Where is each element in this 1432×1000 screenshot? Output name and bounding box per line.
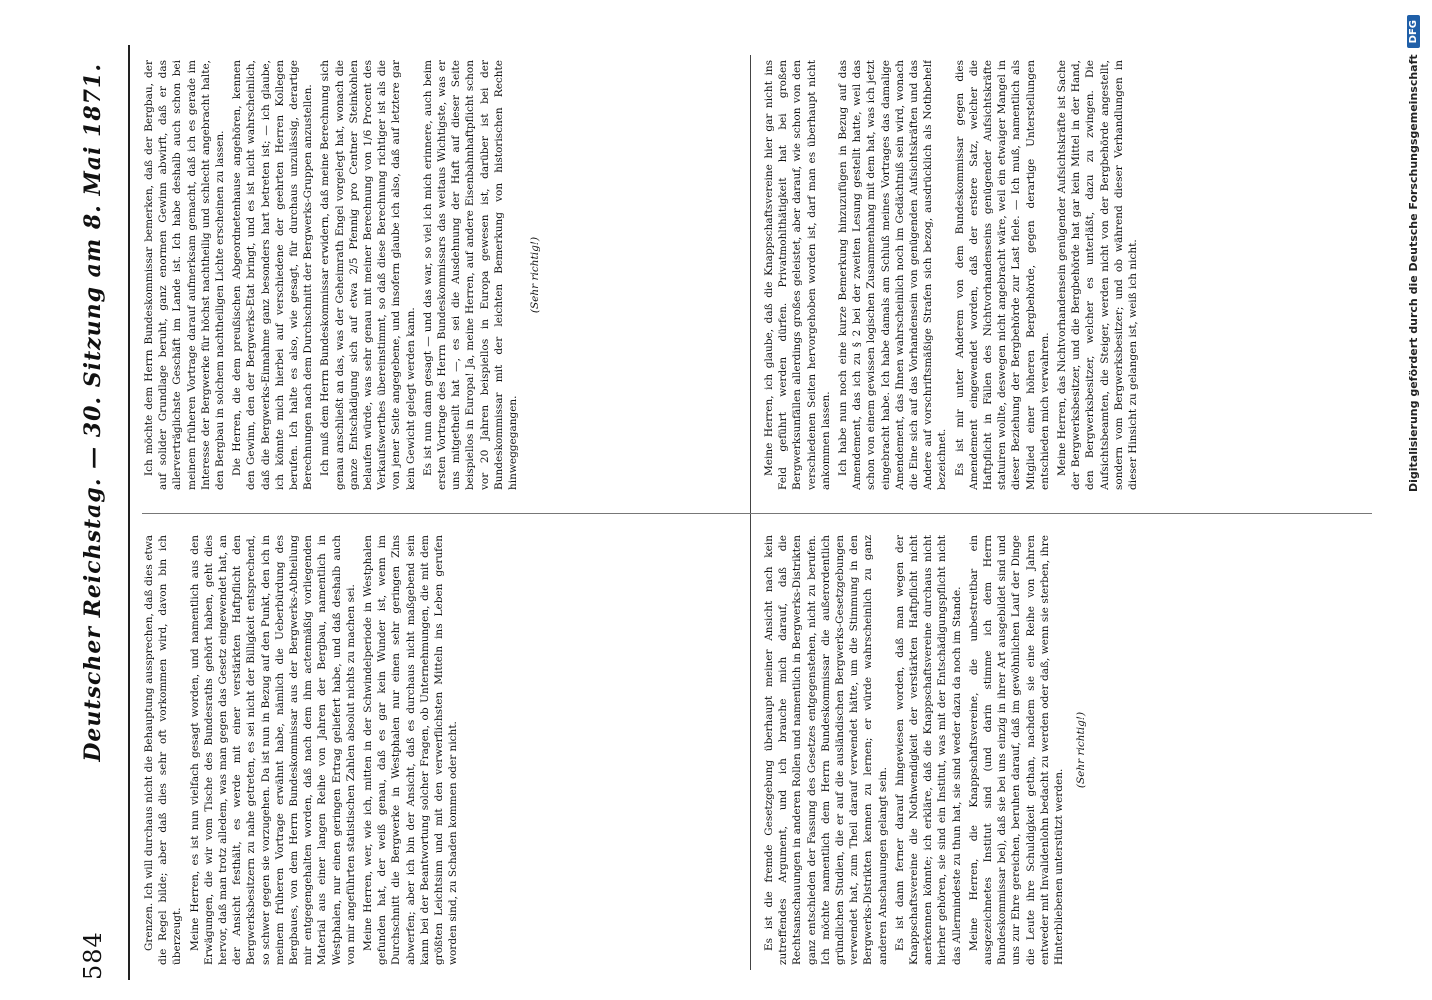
paragraph: Es ist dann ferner darauf hingewiesen worden, daß man wegen der Knappschaftsvereine die Nothwendigkeit der verstärkten Haftpflicht nicht anerkennen könnte; ich erkläre, daß die Knappschaftsvereine durchaus nicht hierher gehören, sie sind ein Institut, was mit der Entschädigungspflicht nicht das Allermindeste zu thun hat, sie sind weder dazu da noch im Stande. — [893, 535, 963, 965]
paragraph: Meine Herren, die Knappschaftsvereine, die unbestreitbar ein ausgezeichnetes Institut sind (und darin stimme ich dem Herrn Bundeskommissar bei), daß sie bei uns einzig in ihrer Art ausgebildet sind und uns zur Ehre gereichen, beruhen darauf, daß im gewöhnlichen Lauf der Dinge die Leute ihre Schuldigkeit gethan, nachdem sie eine Reihe von Jahren entweder mit Invalidenlohn bedacht zu werden oder daß, wenn sie sterben, ihre Hinterbliebenen unterstützt werden. — [967, 535, 1066, 965]
paragraph: Meine Herren, wer, wie ich, mitten in der Schwindelperiode in Westphalen gefunden hat, der weiß genau, daß es gar kein Wunder ist, wenn im Durchschnitt die Bergwerke in Westphalen nur einen sehr geringen Zins abwerfen; aber ich bin der Ansicht, daß es durchaus nicht maßgebend sein kann bei der Beantwortung solcher Fragen, ob Unternehmungen, die mit dem größten Leichtsinn und mit den verwerflichsten Mitteln ins Leben gerufen worden sind, zu Schaden kommen oder nicht. — [362, 535, 460, 965]
text-column-3 — [762, 535, 1362, 965]
paragraph: Ich habe nun noch eine kurze Bemerkung hinzuzufügen in Bezug auf das Amendement, das ich zu § 2 bei der zweiten Lesung gestellt hatte, weil das schon von einem gewissen logischen Zusammenhang mit dem hat, was ich jetzt eingebracht habe. Ich habe damals am Schluß meines Vortrages das damalige Amendement, das Ihnen wahrscheinlich noch im Gedächtniß sein wird, wonach die Eine sich auf das Vorhandensein von genügenden Aufsichtskräften und das Andere auf vorschriftsmäßige Strafen sich bezog, ausdrücklich als Nothbehelf bezeichnet. — [837, 60, 949, 490]
document — [42, 35, 1332, 990]
dfg-logo: DFG — [1407, 15, 1420, 48]
credit-text: Digitalisierung gefördert durch die Deutsche Forschungsgemeinschaft — [1406, 54, 1420, 493]
page-title: Deutscher Reichstag. — 30. Sitzung am 8. Mai 1871. — [80, 63, 106, 762]
row-divider — [142, 513, 1372, 514]
applause-note: (Sehr richtig!) — [529, 236, 542, 314]
text-column-1 — [142, 535, 742, 965]
header-rule — [128, 45, 130, 980]
text-column-4 — [762, 60, 1362, 490]
digitization-credit — [1392, 0, 1432, 1000]
page-header — [62, 35, 124, 990]
paragraph: Meine Herren, ich glaube, daß die Knappschaftsvereine hier gar nicht ins Feld geführt werden dürfen. Privatmohlthätigkeit hat bei großen Bergwerksunfällen allerdings großes geleistet, aber darauf, wie schon von den verschiedenen Seiten hervorgehoben worden ist, darf man es überhaupt nicht ankommen lassen. — [763, 60, 832, 490]
paragraph: Ich muß dem Herrn Bundeskommissar erwidern, daß meine Berechnung sich genau anschließt an das, was der Geheimrath Engel vorgelegt hat, wonach die ganze Entschädigung sich auf etwa 2/5 Pfennig pro Centner Steinkohlen belaufen würde, was sehr genau mit meiner Berechnung von 1/6 Procent des Verkaufswerthes übereinstimmt, so daß diese Berechnung richtiger ist als die von jener Seite angegebene, und insofern glaube ich also, daß auf letztere gar kein Gewicht gelegt werden kann. — [319, 60, 417, 490]
paragraph: Ich möchte dem Herrn Bundeskommissar bemerken, daß der Bergbau, der auf solider Grundlage beruht, ganz enormen Gewinn abwirft, daß er das allerverträglichste Geschäft im Lande ist. Ich habe deshalb auch schon bei meinem früheren Vortrage darauf aufmerksam gemacht, daß ich es gerade im Interesse der Bergwerke für höchst nachtheilig und schlecht angebracht halte, den Bergbau in solchem nachtheiligen Lichte erscheinen zu lassen. — [143, 60, 227, 490]
text-column-2 — [142, 60, 742, 490]
paragraph: Meine Herren, es ist nun vielfach gesagt worden, und namentlich aus den Erwägungen, die wir vom Tische des Bundesraths gehört haben, geht dies hervor, daß man trotz alledem, was man gegen das Gesetz eingewendet hat, an der Ansicht festhält, es werde mit einer verstärkten Haftpflicht den Bergwerksbesitzern zu nahe getreten, es sei nicht der Billigkeit entsprechend, so schwer gegen sie vorzugehen. Da ist nun in Bezug auf den Punkt, den ich in meinem früheren Vortrage erwähnt habe, nämlich die Ueberbürdung des Bergbaues, von dem Herrn Bundeskommissar aus der Bergwerks-Abtheilung mir entgegengehalten worden, daß nach dem ihm actenmäßig vorliegenden Material aus einer langen Reihe von Jahren der Bergbau, namentlich in Westphalen, nur einen geringen Ertrag geliefert habe, und daß deshalb auch von mir angeführten statistischen Zahlen absolut nichts zu machen sei. — [188, 535, 357, 965]
page-number: 584 — [79, 931, 107, 980]
paragraph: Meine Herren, das Nichtvorhandensein genügender Aufsichtskräfte ist Sache der Bergwerksbesitzer, und die Bergbehörde hat gar kein Mittel in der Hand, den Bergwerksbesitzer, welcher es unterläßt, dazu zu zwingen. Die Aufsichtsbeamten, die Steiger, werden nicht von der Bergbehörde angestellt, sondern vom Bergwerksbesitzer; und ob während dieser Verhandlungen in dieser Hinsicht zu gelangen ist, weiß ich nicht. — [1056, 60, 1140, 490]
paragraph: Grenzen. Ich will durchaus nicht die Behauptung aussprechen, daß dies etwa die Regel bilde; aber daß dies sehr oft vorkommen wird, davon bin ich überzeugt. — [143, 535, 184, 965]
paragraph: Die Herren, die dem preußischen Abgeordnetenhause angehören, kennen den Gewinn, den der Bergwerks-Etat bringt, und es ist nicht wahrscheinlich, daß die Bergwerks-Einnahme ganz besonders hart betreten ist; — ich glaube, ich könnte mich hierbei auf verschiedene der geehrten Herren Kollegen berufen. Ich halte es also, wie gesagt, für durchaus unzulässig, derartige Berechnungen nach dem Durchschnitt der Bergwerks-Gruppen anzustellen. — [231, 60, 315, 490]
applause-note: (Sehr richtig!) — [1075, 711, 1088, 789]
paragraph: Es ist nun dann gesagt — und das war, so viel ich mich erinnere, auch beim ersten Vortrage des Herrn Bundeskommissars das weitaus Wichtigste, was er uns mitgetheilt hat —, es sei die Ausdehnung der Haft auf dieser Seite beispiellos in Europa! Ja, meine Herren, auf andere Eisenbahnhaftpflicht schon vor 20 Jahren beispiellos in Europa gewesen ist, darüber ist bei der Bundeskommissar mit der leichten Bemerkung von historischen Rechte hinweggegangen. — [421, 60, 520, 490]
paragraph: Es ist mir unter Anderem von dem Bundeskommissar gegen dies Amendement eingewendet worden, daß der erstere Satz, welcher die Haftpflicht in Fällen des Nichtvorhandenseins genügender Aufsichtskräfte statuiren wollte, deswegen nicht angebracht wäre, weil ein etwaiger Mangel in dieser Beziehung der Bergbehörde zur Last fiele. — Ich muß, namentlich als Mitglied einer höheren Bergbehörde, gegen derartige Unterstellungen entschieden mich verwahren. — [953, 60, 1051, 490]
paragraph: Es ist die fremde Gesetzgebung überhaupt meiner Ansicht nach kein zutreffendes Argument, und ich brauche mich darauf, daß die Rechtsanschauungen in anderen Rollen und namentlich in Bergwerks-Distrikten ganz entschieden der Fassung des Gesetzes entgegenstehen, nicht zu berufen. Ich möchte namentlich dem Herrn Bundeskommissar die außerordentlich gründlichen Studien, die er auf die ausländischen Bergwerks-Gesetzgebungen verwendet hat, zum Theil darauf verwendet hätte, um die Stimmung in den Bergwerks-Distrikten kennen zu lernen; er würde wahrscheinlich zu ganz anderen Anschauungen gelangt sein. — [763, 535, 889, 965]
